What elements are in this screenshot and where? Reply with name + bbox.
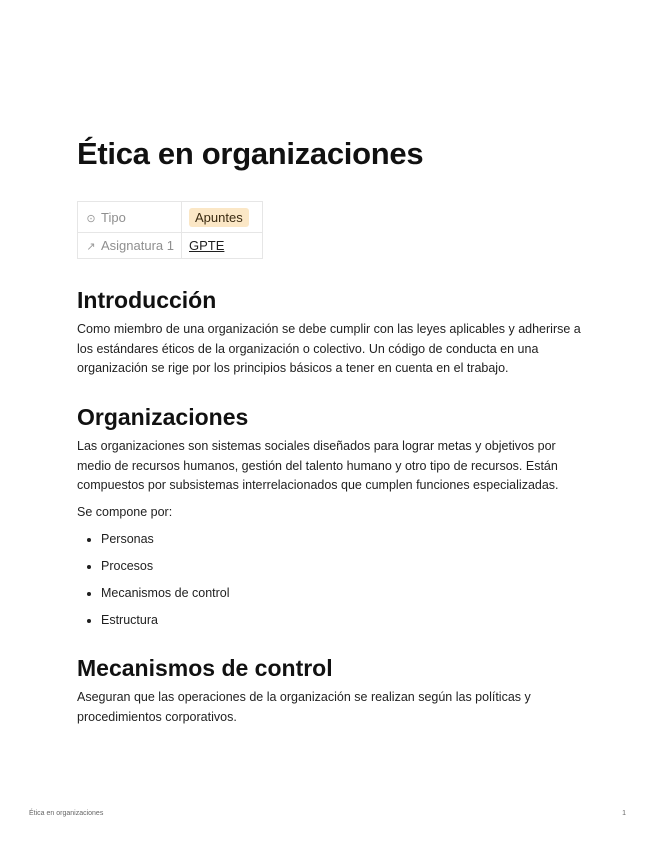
list-intro: Se compone por: <box>77 504 173 519</box>
section-paragraph: Como miembro de una organización se debe cumplir con las leyes aplicables y adherirse a los estándares éticos de la organización o colectivo. Un código de conducta en una organización se rige por los principios básicos a tener en cuenta en el trabajo. <box>77 322 581 375</box>
property-value[interactable] <box>182 202 263 233</box>
list-item: • Mecanismos de control <box>101 584 582 602</box>
section-organizaciones <box>77 404 582 638</box>
footer-title: Ética en organizaciones <box>29 810 104 817</box>
section-paragraph: Las organizaciones son sistemas sociales diseñados para lograr metas y objetivos por medio de recursos humanos, gestión del talento humano y otro tipo de recursos. Están compuestos por subsistemas interrelacionados que cumplen funciones especializadas. <box>77 439 559 492</box>
list-item: • Personas <box>101 530 582 548</box>
section-paragraph: Aseguran que las operaciones de la organización se realizan según las políticas y procedimientos corporativos. <box>77 690 531 724</box>
section-heading: Organizaciones <box>77 404 249 430</box>
footer-page-number: 1 <box>622 810 626 817</box>
property-row-tipo <box>78 202 263 233</box>
components-list <box>77 530 582 629</box>
tipo-badge[interactable]: Apuntes <box>189 208 249 227</box>
section-introduccion <box>77 287 582 379</box>
select-property-icon: ⊙ <box>86 212 96 225</box>
page-title: Ética en organizaciones <box>77 136 424 171</box>
property-key <box>78 233 182 259</box>
property-key <box>78 202 182 233</box>
section-heading: Mecanismos de control <box>77 655 333 681</box>
property-row-asignatura <box>78 233 263 259</box>
property-value[interactable] <box>182 233 263 259</box>
relation-arrow-icon: ↗ <box>86 241 96 253</box>
list-item: • Procesos <box>101 557 582 575</box>
properties-table <box>77 201 263 259</box>
section-heading: Introducción <box>77 287 217 313</box>
property-key-label: Asignatura 1 <box>101 238 174 253</box>
property-key-label: Tipo <box>101 209 126 225</box>
list-item: • Estructura <box>101 611 582 629</box>
asignatura-link[interactable]: GPTE <box>189 238 225 253</box>
section-mecanismos <box>77 655 582 727</box>
